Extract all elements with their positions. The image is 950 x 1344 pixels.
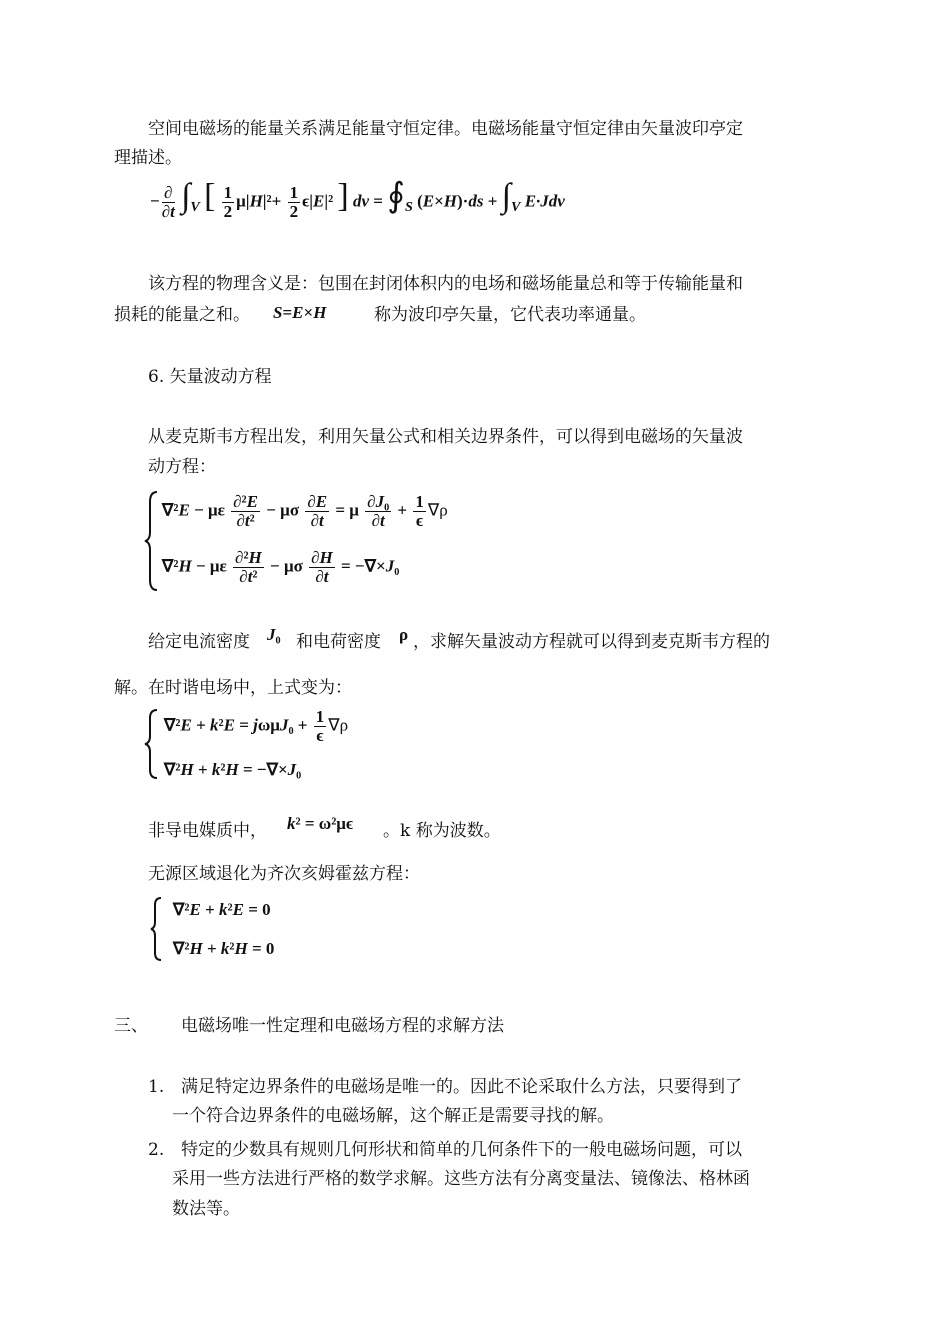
wave-equation-h: ∇²H − με $\frac{\text{∂²H}}{\text{∂t²}}$ − μσ $\frac{\partial H}{\partial t}$ = −∇×J₀	[162, 548, 400, 586]
list-item-line: 特定的少数具有规则几何形状和简单的几何条件下的一般电磁场问题，可以	[181, 1140, 742, 1160]
brace-left	[144, 490, 160, 592]
para5-b: 。k 称为波数。	[383, 821, 501, 841]
list-item-number: 2.	[148, 1140, 165, 1160]
para5-a: 非导电媒质中，	[148, 821, 267, 841]
para3-line2: 动方程：	[148, 457, 216, 477]
list-item-line: 满足特定边界条件的电磁场是唯一的。因此不论采取什么方法，只要得到了	[181, 1077, 742, 1097]
para4-line2: 解。在时谐电场中，上式变为：	[114, 678, 352, 698]
para6: 无源区域退化为齐次亥姆霍兹方程：	[148, 864, 420, 884]
brace-left	[150, 896, 164, 962]
list-item-line: 一个符合边界条件的电磁场解，这个解正是需要寻找的解。	[172, 1106, 614, 1126]
wavenumber-formula: k² = ω²μϵ	[287, 814, 354, 833]
section-6-title: 6. 矢量波动方程	[148, 367, 272, 387]
poynting-theorem-equation: − $\frac{\partial}{\partial t}$ $\int_V$ [ $\frac{1}{2}$ μ|H|²+ $\frac{1}{2}$ ϵ|E|² ] dv = $∮_S$ $(E\times H)\cdot ds + \int_V$ E·Jdv	[150, 177, 565, 221]
para2-line1: 该方程的物理含义是：包围在封闭体积内的电场和磁场能量总和等于传输能量和	[148, 274, 743, 294]
para4-line1a: 给定电流密度	[148, 632, 250, 652]
brace-left	[144, 708, 160, 780]
helmholtz-equation-h: ∇²H + k²H = 0	[173, 939, 275, 958]
list-item-line: 数法等。	[172, 1199, 240, 1219]
para1-line1: 空间电磁场的能量关系满足能量守恒定律。电磁场能量守恒定律由矢量波印亭定	[148, 119, 743, 139]
section-3-title: 电磁场唯一性定理和电磁场方程的求解方法	[181, 1016, 504, 1036]
para2-line2a: 损耗的能量之和。	[114, 305, 250, 325]
para4-line1b: 和电荷密度	[296, 632, 381, 652]
helmholtz-equation-e: ∇²E + k²E = 0	[173, 900, 271, 919]
time-harmonic-equation-h: ∇²H + k²H = −∇×J₀	[164, 760, 302, 779]
para2-line2b: 称为波印亭矢量，它代表功率通量。	[374, 305, 646, 325]
poynting-vector-formula: S=E×H	[273, 303, 327, 322]
list-item-line: 采用一些方法进行严格的数学求解。这些方法有分离变量法、镜像法、格林函	[172, 1169, 750, 1189]
charge-density-symbol: ρ	[399, 625, 409, 644]
list-item-number: 1.	[148, 1077, 165, 1097]
current-density-symbol: J₀	[267, 625, 281, 644]
time-harmonic-equation-e: ∇²E + k²E = jωμJ₀ + $\frac{1}{\epsilon}$ ∇ρ	[164, 707, 349, 745]
wave-equation-e: ∇²E − με $\frac{\text{∂²E}}{\text{∂t²}}$ − μσ $\frac{\partial E}{\partial t}$ = μ $\frac{\text{∂J₀}}{\partial t}$ + $\frac{1}{\epsilon}$ ∇ρ	[162, 492, 448, 530]
section-3-number: 三、	[114, 1016, 148, 1036]
para3-line1: 从麦克斯韦方程出发，利用矢量公式和相关边界条件，可以得到电磁场的矢量波	[148, 427, 743, 447]
para4-line1c: ，求解矢量波动方程就可以得到麦克斯韦方程的	[413, 632, 770, 652]
para1-line2: 理描述。	[114, 148, 182, 168]
